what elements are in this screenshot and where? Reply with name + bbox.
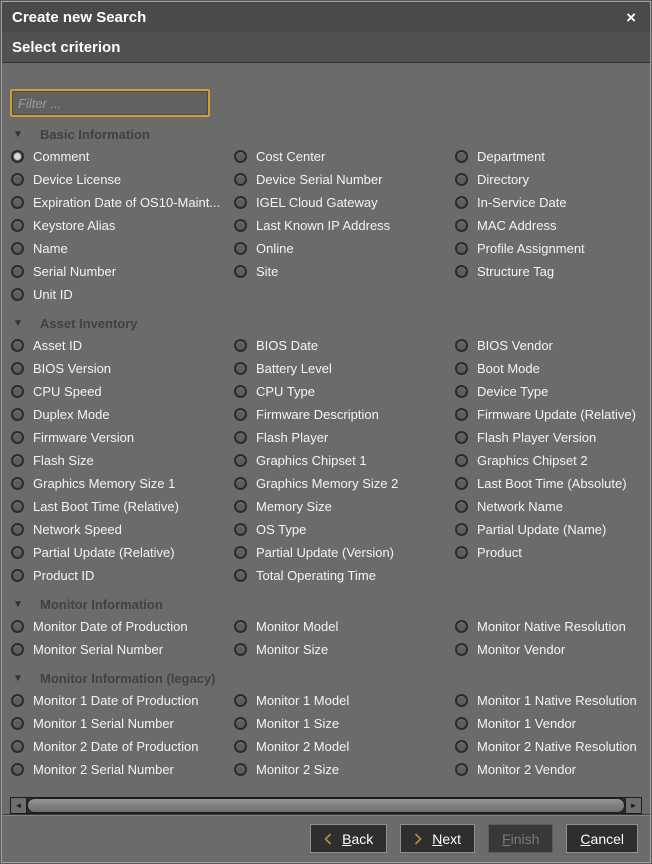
criterion-option[interactable] [10, 403, 233, 426]
criterion-label: Keystore Alias [33, 218, 116, 233]
titlebar [2, 2, 650, 32]
radio-button-icon [11, 523, 24, 536]
criterion-label: IGEL Cloud Gateway [256, 195, 378, 210]
radio-button-icon [455, 477, 468, 490]
section-header[interactable] [10, 123, 642, 145]
criterion-option[interactable] [233, 495, 454, 518]
radio-button-icon [11, 546, 24, 559]
criterion-option[interactable] [10, 260, 233, 283]
section-header[interactable] [10, 667, 642, 689]
radio-button-icon [455, 454, 468, 467]
radio-button-icon [234, 454, 247, 467]
radio-button-icon [234, 150, 247, 163]
radio-button-icon [11, 454, 24, 467]
criterion-option[interactable] [454, 260, 642, 283]
criterion-option[interactable] [233, 145, 454, 168]
criterion-option[interactable] [454, 758, 642, 781]
section-label: Monitor Information [40, 596, 163, 612]
criterion-option[interactable] [233, 403, 454, 426]
radio-button-icon [11, 694, 24, 707]
criterion-label: Profile Assignment [477, 241, 585, 256]
criterion-label: CPU Speed [33, 384, 102, 399]
radio-button-icon [455, 523, 468, 536]
criterion-option[interactable] [233, 334, 454, 357]
radio-button-icon [455, 265, 468, 278]
radio-button-icon [455, 546, 468, 559]
radio-button-icon [455, 620, 468, 633]
criterion-option[interactable] [454, 495, 642, 518]
radio-button-icon [234, 431, 247, 444]
radio-button-icon [11, 242, 24, 255]
criteria-grid [10, 689, 642, 781]
criterion-option[interactable] [10, 564, 233, 587]
criterion-option[interactable] [454, 214, 642, 237]
criterion-option[interactable] [10, 191, 233, 214]
criterion-label: Online [256, 241, 294, 256]
criterion-option[interactable] [10, 449, 233, 472]
window-title: Create new Search [12, 8, 147, 26]
radio-button-icon [455, 339, 468, 352]
criterion-label: In-Service Date [477, 195, 567, 210]
criterion-label: Monitor Size [256, 642, 329, 657]
criterion-option[interactable] [10, 495, 233, 518]
radio-button-icon [234, 242, 247, 255]
criterion-option[interactable] [454, 168, 642, 191]
criterion-option[interactable] [10, 638, 233, 661]
criterion-label: Device License [33, 172, 122, 187]
criteria-panel [2, 63, 650, 814]
criterion-option[interactable] [233, 260, 454, 283]
criterion-option[interactable] [454, 357, 642, 380]
radio-button-icon [11, 643, 24, 656]
criterion-label: Partial Update (Name) [477, 522, 607, 537]
criterion-label: Department [477, 149, 545, 164]
criterion-label: Monitor 2 Native Resolution [477, 739, 637, 754]
criterion-option[interactable] [233, 472, 454, 495]
filter-input[interactable] [10, 89, 210, 117]
criterion-option[interactable] [454, 449, 642, 472]
scroll-left-button[interactable] [11, 798, 27, 813]
radio-button-icon [234, 500, 247, 513]
radio-button-icon [11, 265, 24, 278]
criterion-option[interactable] [454, 518, 642, 541]
criterion-option[interactable] [10, 518, 233, 541]
radio-button-icon [234, 173, 247, 186]
criterion-option[interactable] [10, 145, 233, 168]
criterion-option[interactable] [10, 758, 233, 781]
criterion-option[interactable] [454, 145, 642, 168]
criterion-option[interactable] [10, 334, 233, 357]
criterion-label: Monitor 1 Model [256, 693, 350, 708]
radio-button-icon [234, 740, 247, 753]
criterion-label: Firmware Description [256, 407, 379, 422]
criterion-option[interactable] [10, 689, 233, 712]
criterion-label: Partial Update (Relative) [33, 545, 175, 560]
button-label: Back [342, 830, 374, 847]
radio-button-icon [11, 339, 24, 352]
criterion-label: BIOS Vendor [477, 338, 553, 353]
radio-button-icon [11, 173, 24, 186]
criterion-option[interactable] [454, 541, 642, 564]
criterion-option[interactable] [233, 712, 454, 735]
criterion-label: Monitor Vendor [477, 642, 566, 657]
criterion-option[interactable] [454, 615, 642, 638]
criterion-label: OS Type [256, 522, 307, 537]
criterion-option[interactable] [233, 758, 454, 781]
criterion-label: Duplex Mode [33, 407, 110, 422]
criterion-label: Flash Player [256, 430, 329, 445]
section-label: Basic Information [40, 126, 150, 142]
next-button[interactable] [400, 824, 475, 853]
criterion-label: Monitor Native Resolution [477, 619, 626, 634]
radio-button-icon [234, 643, 247, 656]
criterion-option[interactable] [233, 735, 454, 758]
radio-button-icon [11, 620, 24, 633]
radio-button-icon [234, 546, 247, 559]
subtitle-bar [2, 32, 650, 63]
criterion-option[interactable] [454, 689, 642, 712]
criterion-option[interactable] [233, 191, 454, 214]
section-header[interactable] [10, 593, 642, 615]
radio-button-icon [234, 362, 247, 375]
radio-button-icon [234, 339, 247, 352]
filter-row [10, 89, 642, 117]
criteria-grid [10, 334, 642, 587]
radio-button-icon [234, 694, 247, 707]
criterion-label: Flash Size [33, 453, 94, 468]
criterion-option[interactable] [10, 615, 233, 638]
criterion-label: Monitor 1 Size [256, 716, 340, 731]
back-button[interactable] [310, 824, 387, 853]
criterion-label: Firmware Update (Relative) [477, 407, 636, 422]
scroll-right-icon: ► [629, 801, 638, 810]
radio-button-icon [234, 620, 247, 633]
criterion-option[interactable] [233, 541, 454, 564]
criterion-option[interactable] [454, 380, 642, 403]
radio-button-icon [11, 288, 24, 301]
radio-button-icon [11, 385, 24, 398]
criterion-label: Monitor 1 Date of Production [33, 693, 199, 708]
radio-button-icon [234, 385, 247, 398]
radio-button-icon [455, 385, 468, 398]
radio-button-icon [234, 523, 247, 536]
criterion-label: Network Name [477, 499, 563, 514]
radio-button-icon [455, 643, 468, 656]
radio-button-icon [455, 431, 468, 444]
button-label: Finish [502, 830, 540, 847]
criterion-option[interactable] [10, 472, 233, 495]
criterion-label: Last Known IP Address [256, 218, 391, 233]
radio-button-icon [455, 173, 468, 186]
criterion-label: Last Boot Time (Absolute) [477, 476, 627, 491]
criterion-label: Total Operating Time [256, 568, 376, 583]
chevron-right-icon [414, 833, 422, 845]
radio-button-icon [234, 569, 247, 582]
criterion-label: Comment [33, 149, 90, 164]
criterion-label: MAC Address [477, 218, 557, 233]
horizontal-scrollbar [10, 797, 642, 814]
radio-button-icon [455, 196, 468, 209]
radio-button-icon [11, 717, 24, 730]
scroll-left-icon: ◄ [14, 801, 23, 810]
criterion-option[interactable] [454, 237, 642, 260]
radio-button-icon [455, 740, 468, 753]
radio-button-icon [11, 740, 24, 753]
criterion-option[interactable] [10, 426, 233, 449]
criterion-label: Monitor 1 Native Resolution [477, 693, 637, 708]
criterion-option[interactable] [454, 403, 642, 426]
radio-button-icon [11, 219, 24, 232]
radio-button-icon [11, 500, 24, 513]
criterion-option[interactable] [233, 449, 454, 472]
criterion-label: Monitor 2 Vendor [477, 762, 577, 777]
radio-button-icon [455, 500, 468, 513]
criterion-label: Structure Tag [477, 264, 555, 279]
radio-button-icon [234, 763, 247, 776]
criterion-label: Battery Level [256, 361, 332, 376]
criterion-label: Product [477, 545, 522, 560]
criterion-option[interactable] [233, 380, 454, 403]
criterion-label: Monitor 2 Model [256, 739, 350, 754]
criterion-label: Monitor Model [256, 619, 339, 634]
criterion-label: Graphics Memory Size 1 [33, 476, 176, 491]
criterion-label: Memory Size [256, 499, 332, 514]
criterion-option[interactable] [10, 357, 233, 380]
criterion-option[interactable] [233, 518, 454, 541]
criterion-option[interactable] [233, 638, 454, 661]
radio-button-icon [455, 408, 468, 421]
criterion-option[interactable] [233, 615, 454, 638]
scrollbar-thumb[interactable] [27, 798, 625, 813]
radio-button-icon [11, 477, 24, 490]
radio-button-icon [455, 694, 468, 707]
criterion-option[interactable] [10, 735, 233, 758]
criterion-label: Graphics Chipset 1 [256, 453, 367, 468]
criterion-option[interactable] [454, 712, 642, 735]
criterion-label: Unit ID [33, 287, 73, 302]
criterion-label: Expiration Date of OS10-Maint... [33, 195, 221, 210]
criterion-label: Monitor 1 Vendor [477, 716, 577, 731]
criterion-label: Directory [477, 172, 530, 187]
criterion-option[interactable] [454, 735, 642, 758]
criterion-label: Device Serial Number [256, 172, 383, 187]
criterion-option[interactable] [233, 168, 454, 191]
criterion-label: Network Speed [33, 522, 122, 537]
criterion-option[interactable] [10, 380, 233, 403]
criterion-label: Monitor 2 Size [256, 762, 340, 777]
criterion-label: Boot Mode [477, 361, 540, 376]
criterion-option[interactable] [10, 214, 233, 237]
criterion-label: Monitor Serial Number [33, 642, 164, 657]
section-label: Monitor Information (legacy) [40, 670, 216, 686]
criterion-label: Product ID [33, 568, 95, 583]
radio-button-icon [455, 150, 468, 163]
criterion-label: Name [33, 241, 68, 256]
criterion-label: CPU Type [256, 384, 316, 399]
collapse-triangle-icon: ▼ [13, 672, 23, 684]
criterion-option[interactable] [233, 426, 454, 449]
radio-button-icon [234, 408, 247, 421]
button-label: Cancel [580, 830, 624, 847]
page-title: Select criterion [12, 38, 121, 56]
criterion-option[interactable] [10, 283, 233, 306]
criterion-label: Graphics Memory Size 2 [256, 476, 399, 491]
radio-button-icon [11, 408, 24, 421]
radio-button-icon [455, 362, 468, 375]
criterion-label: Asset ID [33, 338, 83, 353]
radio-button-icon [455, 763, 468, 776]
criteria-grid [10, 145, 642, 306]
cancel-button[interactable] [566, 824, 638, 853]
criterion-option[interactable] [10, 541, 233, 564]
criteria-sections [10, 117, 642, 781]
criterion-option[interactable] [233, 237, 454, 260]
radio-button-icon [11, 362, 24, 375]
criterion-label: Cost Center [256, 149, 326, 164]
chevron-left-icon [324, 833, 332, 845]
criterion-option[interactable] [454, 334, 642, 357]
criterion-label: Site [256, 264, 279, 279]
criterion-option[interactable] [10, 237, 233, 260]
criterion-option[interactable] [10, 168, 233, 191]
radio-button-icon [234, 265, 247, 278]
criterion-label: Flash Player Version [477, 430, 597, 445]
footer [2, 814, 650, 862]
radio-button-icon [455, 717, 468, 730]
radio-button-icon [455, 219, 468, 232]
criterion-option[interactable] [10, 712, 233, 735]
finish-button [488, 824, 553, 853]
collapse-triangle-icon: ▼ [13, 598, 23, 610]
radio-button-icon [11, 569, 24, 582]
radio-button-icon [234, 196, 247, 209]
criterion-option[interactable] [233, 357, 454, 380]
radio-button-icon [455, 242, 468, 255]
criterion-label: BIOS Version [33, 361, 112, 376]
close-icon[interactable]: × [626, 7, 636, 27]
criterion-label: Device Type [477, 384, 549, 399]
collapse-triangle-icon: ▼ [13, 128, 23, 140]
scroll-right-button[interactable] [625, 798, 641, 813]
radio-button-icon [234, 477, 247, 490]
criterion-label: Monitor 2 Serial Number [33, 762, 174, 777]
collapse-triangle-icon: ▼ [13, 317, 23, 329]
criterion-option[interactable] [233, 214, 454, 237]
criterion-label: Serial Number [33, 264, 117, 279]
radio-button-icon [234, 717, 247, 730]
criterion-label: Monitor Date of Production [33, 619, 188, 634]
criterion-label: BIOS Date [256, 338, 319, 353]
button-label: Next [432, 830, 462, 847]
section-header[interactable] [10, 312, 642, 334]
criterion-label: Monitor 1 Serial Number [33, 716, 174, 731]
criterion-option[interactable] [454, 426, 642, 449]
criterion-label: Graphics Chipset 2 [477, 453, 588, 468]
criterion-option[interactable] [454, 638, 642, 661]
radio-button-icon [11, 763, 24, 776]
radio-button-icon [234, 219, 247, 232]
criterion-label: Last Boot Time (Relative) [33, 499, 179, 514]
criterion-label: Firmware Version [33, 430, 135, 445]
criterion-option[interactable] [233, 689, 454, 712]
section-label: Asset Inventory [40, 315, 138, 331]
criteria-grid [10, 615, 642, 661]
radio-button-icon [11, 150, 24, 163]
radio-button-icon [11, 196, 24, 209]
radio-button-icon [11, 431, 24, 444]
criterion-label: Monitor 2 Date of Production [33, 739, 199, 754]
criterion-option[interactable] [233, 564, 454, 587]
criterion-label: Partial Update (Version) [256, 545, 395, 560]
criterion-option[interactable] [454, 191, 642, 214]
criterion-option[interactable] [454, 472, 642, 495]
